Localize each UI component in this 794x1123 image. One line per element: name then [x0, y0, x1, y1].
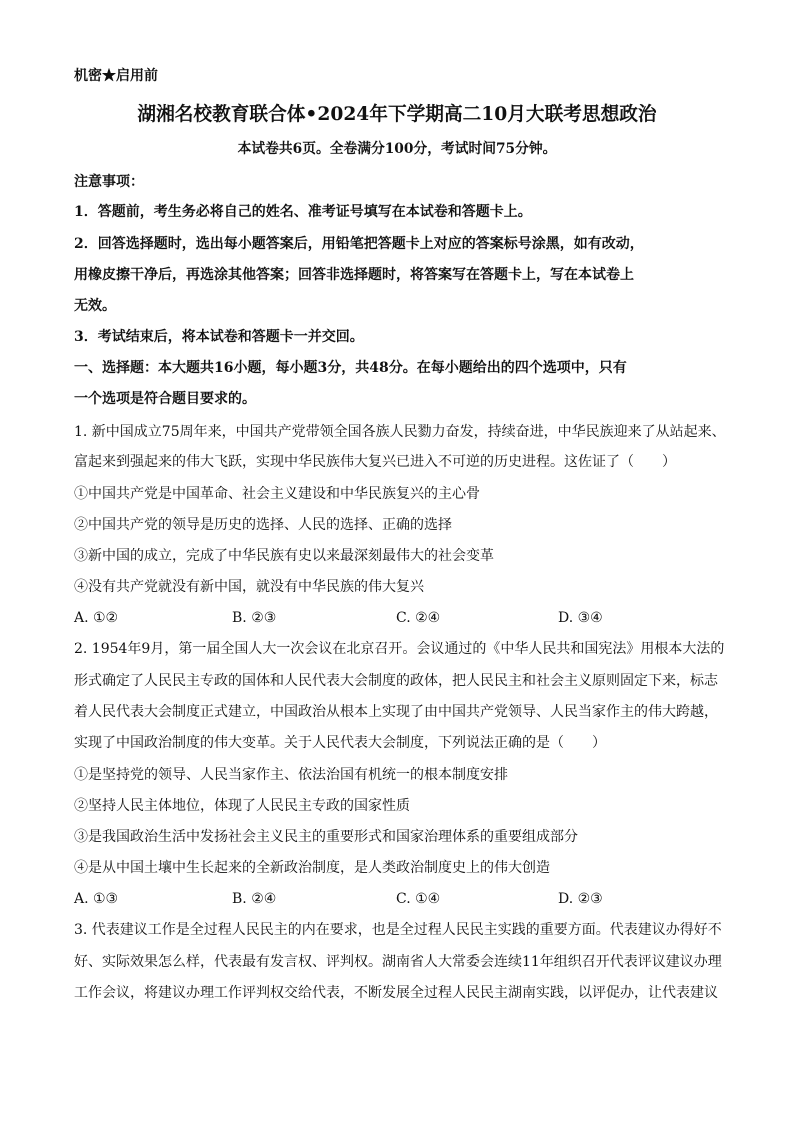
question-2-stem-cont-3: 实现了中国政治制度的伟大变革。关于人民代表大会制度，下列说法正确的是（ ） [74, 735, 606, 751]
exam-subtitle: 本试卷共6页。全卷满分100分，考试时间75分钟。 [237, 141, 557, 157]
question-2-statement-3: ③是我国政治生活中发扬社会主义民主的重要形式和国家治理体系的重要组成部分 [74, 829, 578, 845]
question-2-statement-1: ①是坚持党的领导、人民当家作主、依法治国有机统一的根本制度安排 [74, 767, 508, 783]
question-2-option-a[interactable]: A. ①③ [74, 891, 119, 907]
section-heading: 一、选择题：本大题共16小题，每小题3分，共48分。在每小题给出的四个选项中，只有 [74, 360, 627, 376]
question-1-stem: 1. 新中国成立75周年来，中国共产党带领全国各族人民勠力奋发，持续奋进，中华民族迎来了从站起来、 [74, 424, 726, 440]
question-2-stem: 2. 1954年9月，第一届全国人大一次会议在北京召开。会议通过的《中华人民共和国宪法》用根本大法的 [74, 641, 725, 657]
question-1-statement-3: ③新中国的成立，完成了中华民族有史以来最深刻最伟大的社会变革 [74, 548, 494, 564]
notice-heading: 注意事项： [74, 174, 144, 190]
question-1-statement-2: ②中国共产党的领导是历史的选择、人民的选择、正确的选择 [74, 517, 452, 533]
question-1-option-d[interactable]: D. ③④ [558, 610, 603, 626]
notice-item-1: 1．答题前，考生务必将自己的姓名、准考证号填写在本试卷和答题卡上。 [74, 204, 532, 220]
question-1-statement-4: ④没有共产党就没有新中国，就没有中华民族的伟大复兴 [74, 579, 424, 595]
notice-item-2: 2．回答选择题时，选出每小题答案后，用铅笔把答题卡上对应的答案标号涂黑，如有改动， [74, 236, 644, 252]
question-3-stem: 3. 代表建议工作是全过程人民民主的内在要求，也是全过程人民民主实践的重要方面。代表建议办得好不 [74, 922, 722, 938]
question-2-option-c[interactable]: C. ①④ [396, 891, 441, 907]
question-1-option-c[interactable]: C. ②④ [396, 610, 441, 626]
notice-item-2-end: 无效。 [74, 298, 116, 314]
question-1-statement-1: ①中国共产党是中国革命、社会主义建设和中华民族复兴的主心骨 [74, 486, 480, 502]
question-1-stem-cont: 富起来到强起来的伟大飞跃，实现中华民族伟大复兴已进入不可逆的历史进程。这佐证了（ ） [74, 454, 676, 470]
question-3-stem-cont-2: 工作会议，将建议办理工作评判权交给代表，不断发展全过程人民民主湖南实践，以评促办，让代表建议 [74, 985, 718, 1001]
question-2-option-b[interactable]: B. ②④ [232, 891, 277, 907]
notice-item-2-cont: 用橡皮擦干净后，再选涂其他答案；回答非选择题时，将答案写在答题卡上，写在本试卷上 [74, 267, 634, 283]
question-1-option-a[interactable]: A. ①② [74, 610, 119, 626]
confidential-label: 机密★启用前 [74, 68, 158, 84]
page-title: 湖湘名校教育联合体•2024年下学期高二10月大联考思想政治 [137, 103, 657, 125]
notice-item-3: 3．考试结束后，将本试卷和答题卡一并交回。 [74, 329, 364, 345]
question-2-statement-4: ④是从中国土壤中生长起来的全新政治制度，是人类政治制度史上的伟大创造 [74, 860, 550, 876]
question-2-stem-cont-1: 形式确定了人民民主专政的国体和人民代表大会制度的政体，把人民民主和社会主义原则固定下来，标志 [74, 673, 718, 689]
question-2-statement-2: ②坚持人民主体地位，体现了人民民主专政的国家性质 [74, 798, 410, 814]
section-heading-cont: 一个选项是符合题目要求的。 [74, 391, 256, 407]
question-1-option-b[interactable]: B. ②③ [232, 610, 277, 626]
question-3-stem-cont-1: 好、实际效果怎么样，代表最有发言权、评判权。湖南省人大常委会连续11年组织召开代表评议建议办理 [74, 954, 722, 970]
question-2-option-d[interactable]: D. ②③ [558, 891, 603, 907]
question-2-stem-cont-2: 着人民代表大会制度正式建立，中国政治从根本上实现了由中国共产党领导、人民当家作主的伟大跨越， [74, 704, 718, 720]
